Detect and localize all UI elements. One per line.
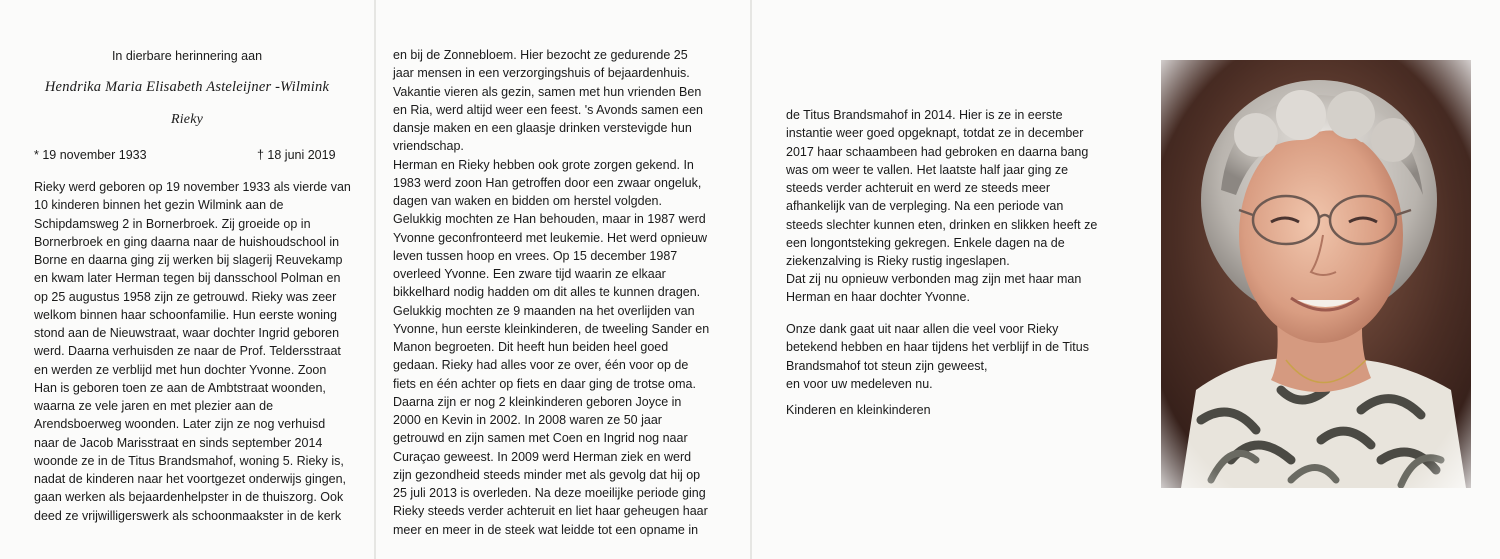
birth-date: * 19 november 1933 bbox=[34, 148, 147, 162]
deceased-nickname: Rieky bbox=[170, 112, 204, 127]
death-date: † 18 juni 2019 bbox=[257, 148, 336, 162]
biography-part-3: de Titus Brandsmahof in 2014. Hier is ze in eerste instantie weer goed opgeknapt, totdat ze in december 2017 haar schaambeen had gebroken en daarna bang was om weer te vallen. Het laatste half jaar ging ze steeds verder achteruit en werd ze steeds meer afhankelijk van de verpleging. Na een periode van steeds slechter kunnen eten, drinken en slikken heeft ze een longontsteking gekregen. Enkele dagen na de ziekenzalving is Rieky rustig ingeslapen. bbox=[786, 108, 1098, 268]
memorial-panel-left bbox=[0, 0, 374, 559]
biography-part-1: Rieky werd geboren op 19 november 1933 als vierde van 10 kinderen binnen het gezin Wilmink aan de Schipdamsweg 2 in Bornerbroek. Zij groeide op in Bornerbroek en ging daarna naar de huishoudschool in Borne en daarna ging zij werken bij slagerij Reuvekamp en kwam later Herman tegen bij dansschool Polman en op 25 augustus 1958 zijn ze getrouwd. Rieky was zeer welkom binnen haar schoonfamilie. Hun eerste woning stond aan de Nieuwstraat, waar dochter Ingrid geboren werd. Daarna verhuisden ze naar de Prof. Teldersstraat en werden ze verblijd met hun dochter Yvonne. Zoon Han is geboren toen ze aan de Ambtstraat woonden, waarna ze vele jaren en met plezier aan de Arendsboerweg woonden. Later zijn ze nog verhuisd naar de Jacob Marisstraat en sinds september 2014 woonde ze in de Titus Brandsmahof, woning 5. Rieky is, nadat de kinderen naar het voortgezet onderwijs gingen, gaan werken als bejaardenhelpster in de thuiszorg. Ook deed ze vrijwilligerswerk als schoonmaakster in de kerk bbox=[34, 180, 351, 523]
gratitude-text: Onze dank gaat uit naar allen die veel voor Rieky betekend hebben en haar tijdens het verblijf in de Titus Brandsmahof tot steun zijn geweest, en voor uw medeleven nu. bbox=[786, 322, 1089, 391]
signature-text: Kinderen en kleinkinderen bbox=[786, 403, 931, 417]
memorial-heading: In dierbare herinnering aan bbox=[111, 49, 263, 63]
deceased-full-name: Hendrika Maria Elisabeth Asteleijner -Wilmink bbox=[44, 79, 330, 95]
memorial-panel-middle bbox=[376, 0, 750, 559]
portrait-photo bbox=[1161, 60, 1471, 488]
reunion-text: Dat zij nu opnieuw verbonden mag zijn met haar man Herman en haar dochter Yvonne. bbox=[786, 272, 1082, 305]
biography-part-2: en bij de Zonnebloem. Hier bezocht ze gedurende 25 jaar mensen in een verzorgingshuis of bejaardenhuis. Vakantie vieren als gezin, samen met hun vrienden Ben en Ria, werd altijd weer een feest. 's Avonds samen een dansje maken en een glaasje drinken verstevigde hun vriendschap. Herman en Rieky hebben ook grote zorgen gekend. In 1983 werd zoon Han getroffen door een zwaar ongeluk, dagen van waken en bidden om herstel volgden. Gelukkig mochten ze Han behouden, maar in 1987 werd Yvonne geconfronteerd met leukemie. Het werd opnieuw leven tussen hoop en vrees. Op 15 december 1987 overleed Yvonne. Een zware tijd waarin ze elkaar bikkelhard nodig hadden om dit alles te kunnen dragen. Gelukkig mochten ze 9 maanden na het overlijden van Yvonne, hun eerste kleinkinderen, de tweeling Sander en Manon begroeten. Dit heeft hun beiden heel goed gedaan. Rieky had alles voor ze over, één voor op de fiets en één achter op fiets en daar ging de trotse oma. Daarna zijn er nog 2 kleinkinderen geboren Joyce in 2000 en Kevin in 2002. In 2008 waren ze 50 jaar getrouwd en zijn samen met Coen en Ingrid nog naar Curaçao geweest. In 2009 werd Herman ziek en werd zijn gezondheid steeds minder met als gevolg dat hij op 25 juli 2013 is overleden. Na deze moeilijke periode ging Rieky steeds verder achteruit en liet haar geheugen haar meer en meer in de steek wat leidde tot een opname in bbox=[393, 48, 710, 537]
